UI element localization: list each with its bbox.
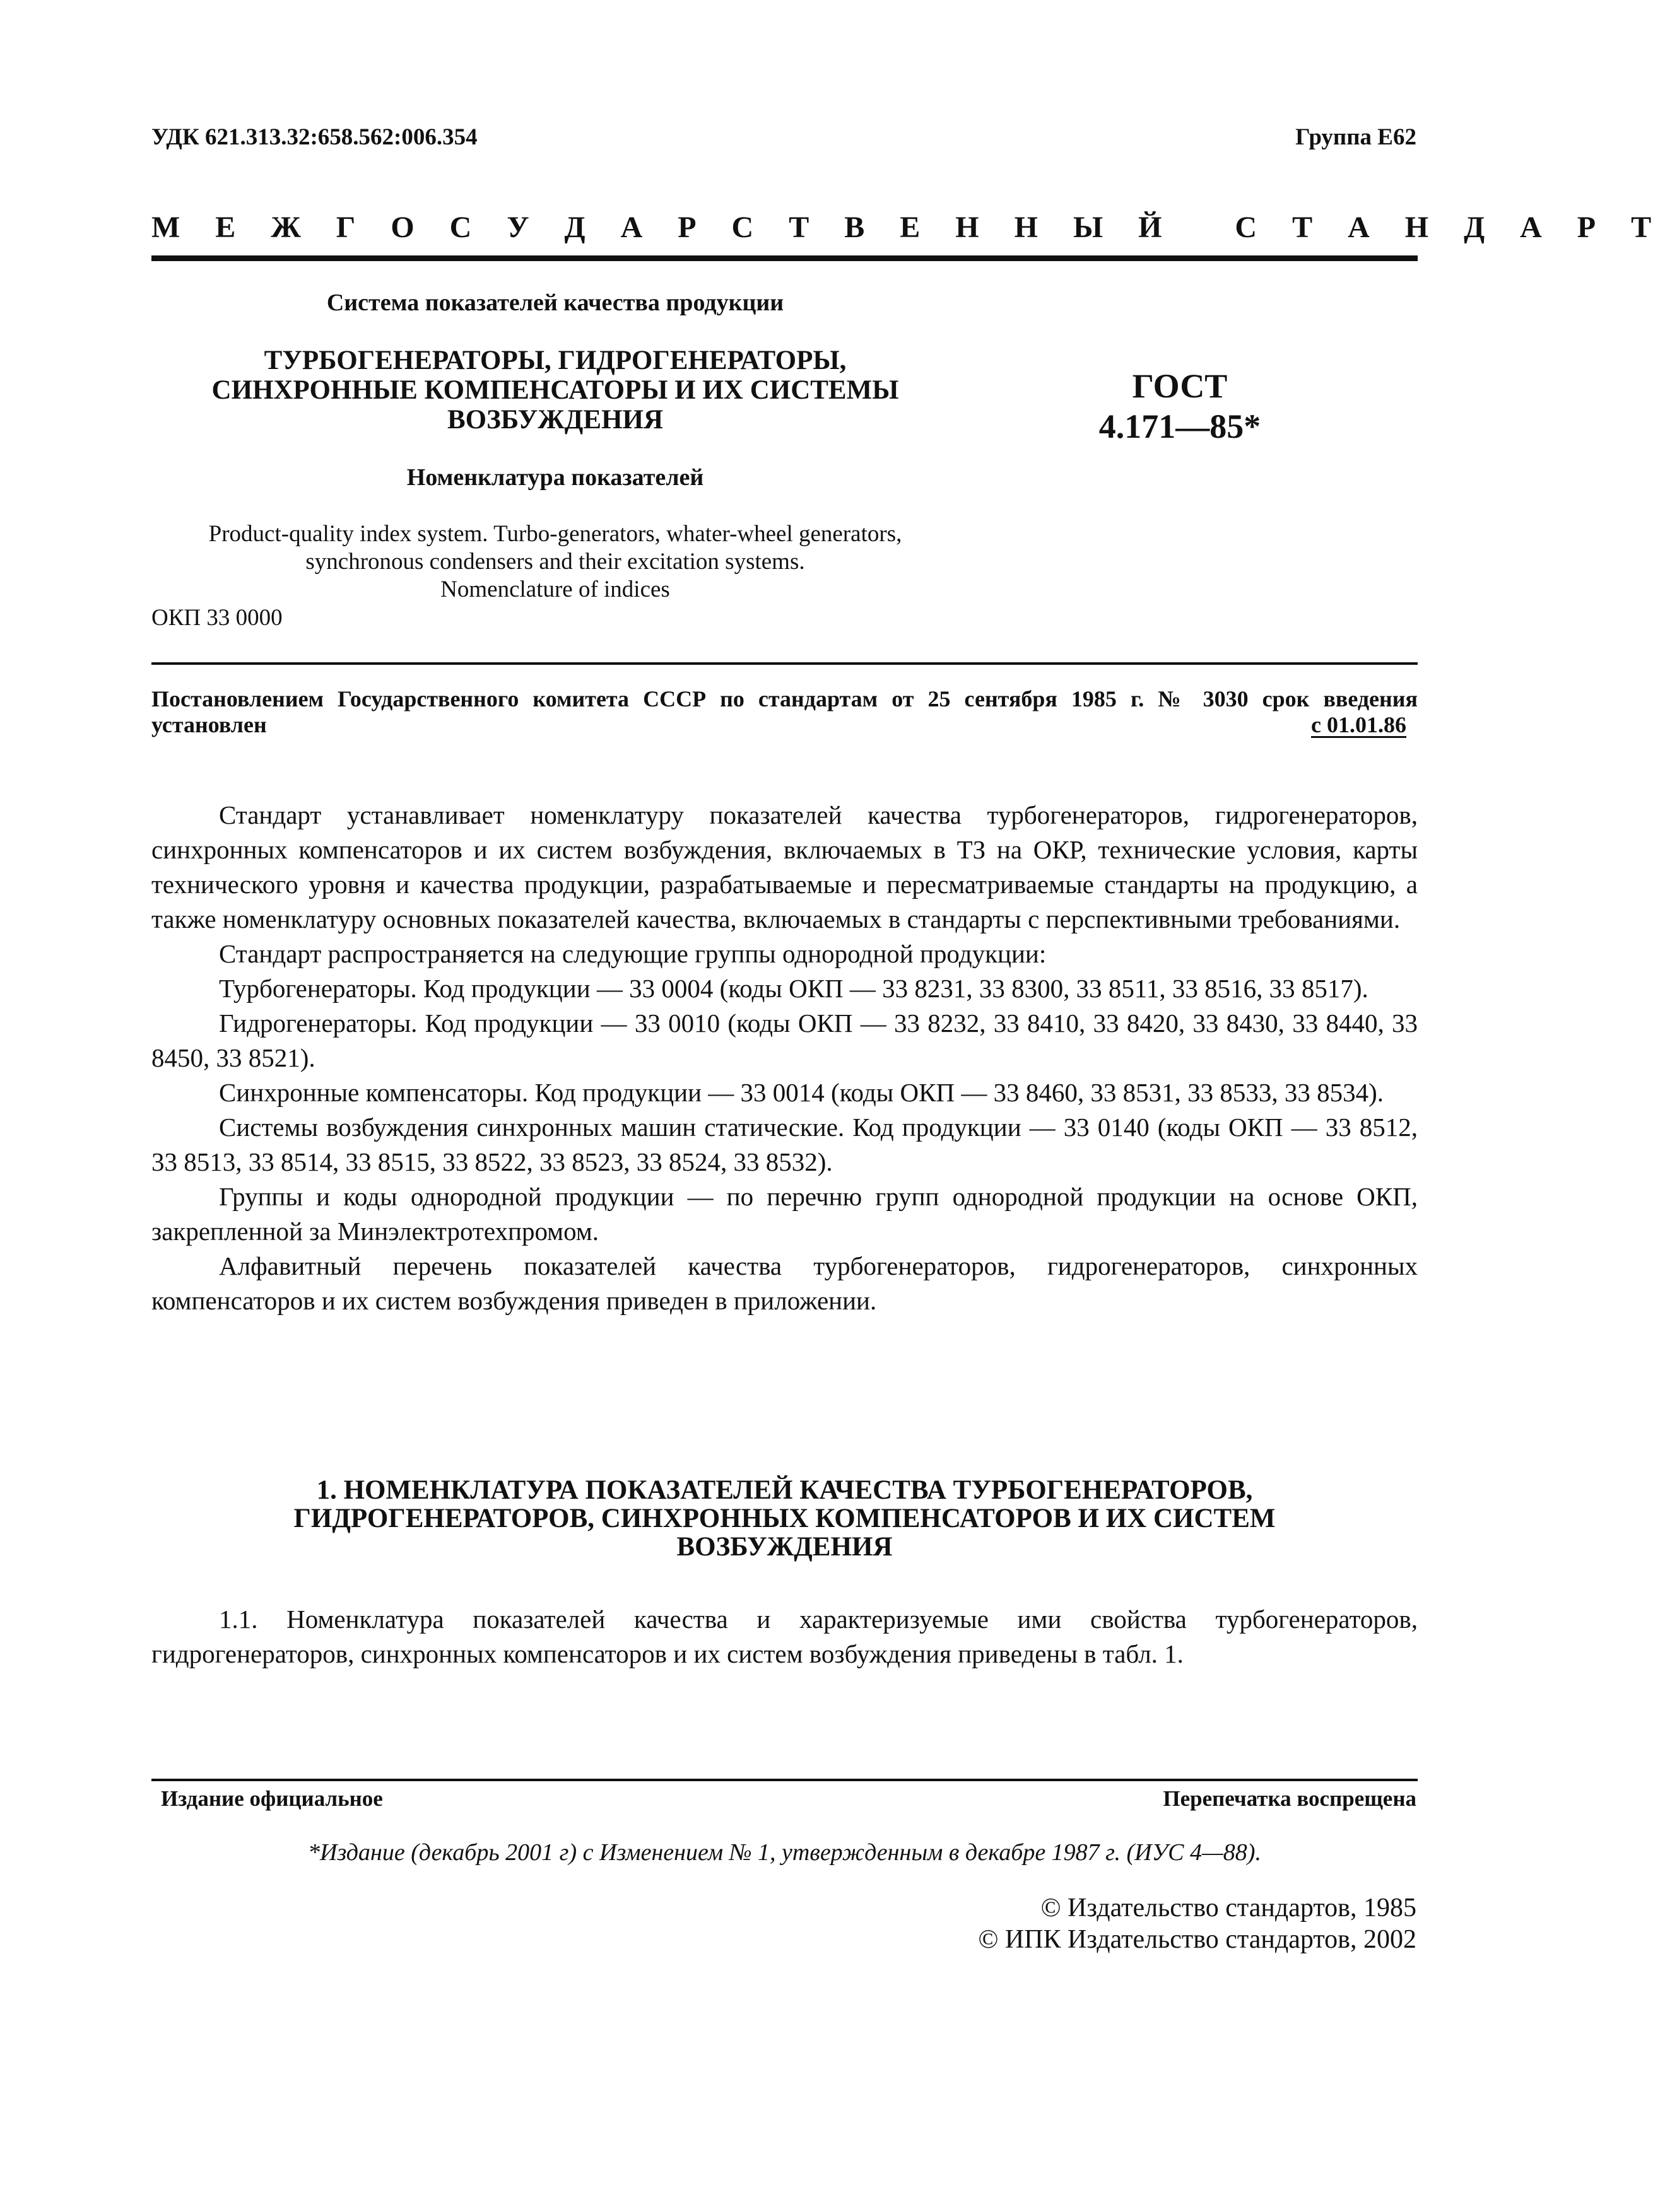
edition-note: *Издание (декабрь 2001 г) с Изменением № 1, утвержденным в декабре 1987 г. (ИУС 4—88). [308, 1839, 1261, 1866]
okp-code: ОКП 33 0000 [151, 605, 283, 631]
title-line: ВОЗБУЖДЕНИЯ [447, 405, 664, 435]
document-title [151, 346, 959, 435]
paragraph: Турбогенераторы. Код продукции — 33 0004 (коды ОКП — 33 8231, 33 8300, 33 8511, 33 8516, 33 8517). [219, 974, 1368, 1003]
paragraph: 1.1. Номенклатура показателей качества и характеризуемые ими свойства турбогенераторов, гидрогенераторов, синхронных компенсаторов и их систем возбуждения приведены в табл. 1. [151, 1605, 1418, 1668]
section-1-heading [151, 1476, 1418, 1561]
interstate-standard-banner [151, 210, 1665, 245]
paragraph: Системы возбуждения синхронных машин статические. Код продукции — 33 0140 (коды ОКП — 33 8512, 33 8513, 33 8514, 33 8515, 33 8522, 33 8523, 33 8524, 33 8532). [151, 1113, 1418, 1176]
reprint-prohibited-label: Перепечатка воспрещена [1163, 1786, 1416, 1811]
section-heading-line: 1. НОМЕНКЛАТУРА ПОКАЗАТЕЛЕЙ КАЧЕСТВА ТУРБОГЕНЕРАТОРОВ, [316, 1475, 1253, 1505]
introduction-text [151, 798, 1418, 1318]
header-rule [151, 255, 1418, 261]
paragraph: Алфавитный перечень показателей качества турбогенераторов, гидрогенераторов, синхронных компенсаторов и их систем возбуждения приведен в приложении. [151, 1251, 1418, 1315]
paragraph: Стандарт распространяется на следующие группы однородной продукции: [219, 939, 1047, 968]
copyright-line: © ИПК Издательство стандартов, 2002 [978, 1925, 1416, 1954]
section-heading-line: ВОЗБУЖДЕНИЯ [676, 1532, 893, 1562]
decree-line: Постановлением Государственного комитета СССР по стандартам от 25 сентября 1985 г. № 3030 срок введения [151, 686, 1418, 711]
banner-right: С Т А Н Д А Р Т [1235, 211, 1665, 244]
paragraph: Синхронные компенсаторы. Код продукции — 33 0014 (коды ОКП — 33 8460, 33 8531, 33 8533, 33 8534). [219, 1078, 1384, 1107]
english-line: Product-quality index system. Turbo-generators, whater-wheel generators, [208, 521, 902, 547]
section-heading-line: ГИДРОГЕНЕРАТОРОВ, СИНХРОННЫХ КОМПЕНСАТОРОВ И ИХ СИСТЕМ [293, 1504, 1276, 1533]
banner-left: М Е Ж Г О С У Д А Р С Т В Е Н Н Ы Й [151, 211, 1176, 244]
gost-code: 4.171—85* [1098, 407, 1261, 445]
decree-block [151, 686, 1418, 738]
udk-code: УДК 621.313.32:658.562:006.354 [151, 124, 478, 150]
paragraph: Группы и коды однородной продукции — по перечню групп однородной продукции на основе ОКП, закрепленной за Минэлектротехпромом. [151, 1182, 1418, 1246]
english-title [151, 520, 959, 604]
footer-rule [151, 1779, 1418, 1781]
copyright-block [978, 1892, 1416, 1955]
copyright-line: © Издательство стандартов, 1985 [1040, 1893, 1416, 1922]
effective-date: с 01.01.86 [1311, 712, 1406, 737]
official-edition-label: Издание официальное [161, 1786, 383, 1811]
decree-established: установлен [151, 712, 267, 737]
system-subtitle: Система показателей качества продукции [326, 290, 784, 316]
title-rule [151, 662, 1418, 665]
paragraph: Гидрогенераторы. Код продукции — 33 0010 (коды ОКП — 33 8232, 33 8410, 33 8420, 33 8430, 33 8440, 33 8450, 33 8521). [151, 1009, 1418, 1072]
title-line: ТУРБОГЕНЕРАТОРЫ, ГИДРОГЕНЕРАТОРЫ, [264, 346, 847, 375]
section-1-text [151, 1602, 1418, 1671]
english-line: synchronous condensers and their excitation systems. [305, 549, 805, 575]
title-line: СИНХРОННЫЕ КОМПЕНСАТОРЫ И ИХ СИСТЕМЫ [211, 375, 899, 405]
gost-label: ГОСТ [1132, 367, 1228, 405]
gost-number [1022, 366, 1338, 447]
nomenclature-subtitle: Номенклатура показателей [406, 464, 704, 491]
group-code: Группа Е62 [1295, 124, 1416, 150]
paragraph: Стандарт устанавливает номенклатуру показателей качества турбогенераторов, гидрогенераторов, синхронных компенсаторов и их систем возбуждения, включаемых в ТЗ на ОКР, технические условия, карты технического уровня и качества продукции, разрабатываемые и пересматриваемые стандарты на продукцию, а также номенклатуру основных показателей качества, включаемых в стандарты с перспективными требованиями. [151, 800, 1418, 933]
english-line: Nomenclature of indices [440, 576, 670, 602]
